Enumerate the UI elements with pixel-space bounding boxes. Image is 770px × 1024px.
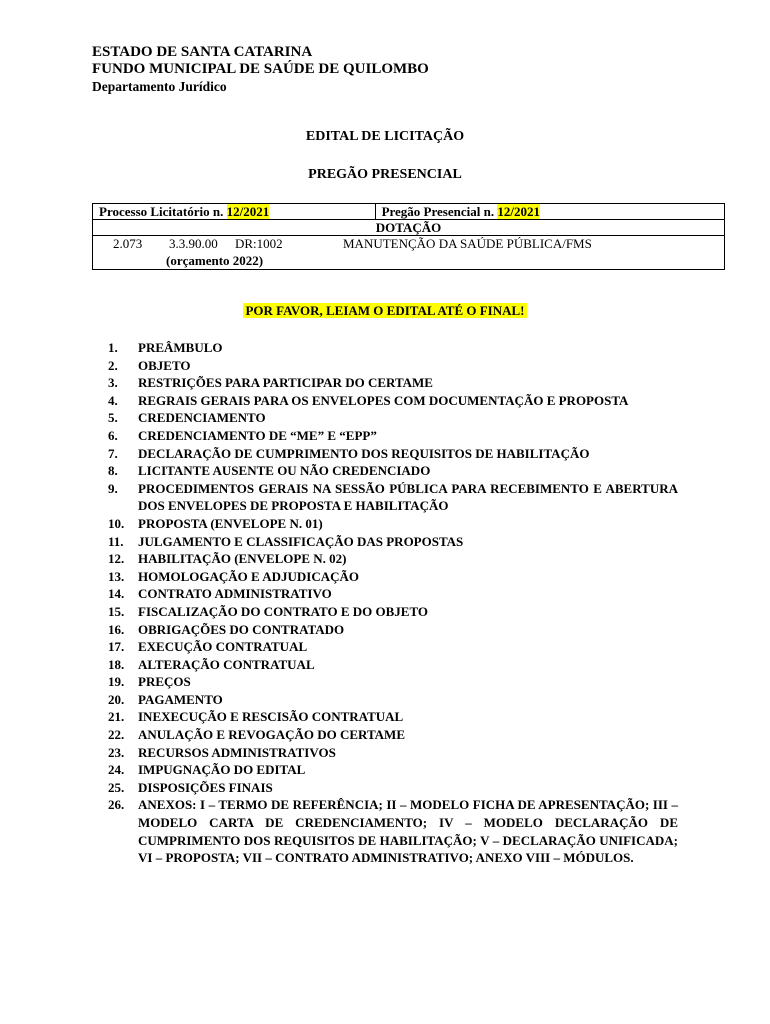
- toc-text: JULGAMENTO E CLASSIFICAÇÃO DAS PROPOSTAS: [138, 533, 464, 549]
- toc-text: ALTERAÇÃO CONTRATUAL: [138, 656, 315, 672]
- toc-text: HOMOLOGAÇÃO E ADJUDICAÇÃO: [138, 568, 360, 584]
- toc-number: 9.: [108, 480, 118, 496]
- toc-text: ANEXOS: I – TERMO DE REFERÊNCIA; II – MODELO FICHA DE APRESENTAÇÃO; III – MODELO CARTA DE CREDENCIAMENTO; IV – MODELO DECLARAÇÃO DE CUMPRIMENTO DOS REQUISITOS DE HABILITAÇÃO; V – DECLARAÇÃO UNIFICADA; VI – PROPOSTA; VII – CONTRATO ADMINISTRATIVO; ANEXO VIII – MÓDULOS.: [138, 797, 678, 866]
- toc-text: RESTRIÇÕES PARA PARTICIPAR DO CERTAME: [138, 375, 433, 391]
- toc-number: 25.: [108, 779, 125, 795]
- toc-number: 2.: [108, 357, 118, 373]
- toc-item: [108, 673, 678, 691]
- toc-number: 14.: [108, 586, 125, 602]
- toc-item: [108, 779, 678, 797]
- toc-number: 18.: [108, 656, 125, 672]
- edital-title: EDITAL DE LICITAÇÃO: [305, 129, 465, 144]
- toc-item: [108, 392, 678, 410]
- document-header: [92, 44, 429, 95]
- toc-number: 7.: [108, 445, 118, 461]
- toc-text: PROCEDIMENTOS GERAIS NA SESSÃO PÚBLICA PARA RECEBIMENTO E ABERTURA DOS ENVELOPES DE PROPOSTA E HABILITAÇÃO: [138, 480, 678, 514]
- toc-text: RECURSOS ADMINISTRATIVOS: [138, 744, 336, 760]
- toc-item: [108, 533, 678, 551]
- toc-item: [108, 656, 678, 674]
- toc-number: 3.: [108, 375, 118, 391]
- toc-text: OBRIGAÇÕES DO CONTRATADO: [138, 621, 345, 637]
- modality-title: PREGÃO PRESENCIAL: [308, 167, 462, 182]
- toc-item: [108, 550, 678, 568]
- toc-item: [108, 462, 678, 480]
- toc-text: CONTRATO ADMINISTRATIVO: [138, 586, 332, 602]
- toc-item: [108, 603, 678, 621]
- toc-item: [108, 796, 678, 866]
- toc-item: [108, 374, 678, 392]
- read-warning-text: POR FAVOR, LEIAM O EDITAL ATÉ O FINAL!: [245, 303, 525, 318]
- toc-item: [108, 708, 678, 726]
- toc-number: 19.: [108, 674, 125, 690]
- pregao-cell: [375, 204, 724, 220]
- toc-item: [108, 744, 678, 762]
- toc-item: [108, 515, 678, 533]
- toc-text: ANULAÇÃO E REVOGAÇÃO DO CERTAME: [138, 727, 405, 743]
- toc-text: OBJETO: [138, 357, 191, 373]
- dotacao-header: DOTAÇÃO: [93, 220, 725, 236]
- department-name: Departamento Jurídico: [92, 79, 227, 94]
- budget-element: 3.3.90.00: [169, 236, 218, 251]
- process-number: 12/2021: [226, 204, 270, 219]
- toc-text: EXECUÇÃO CONTRATUAL: [138, 639, 308, 655]
- toc-number: 17.: [108, 639, 125, 655]
- toc-number: 10.: [108, 515, 125, 531]
- toc-text: CREDENCIAMENTO DE “ME” E “EPP”: [138, 427, 377, 443]
- pregao-number: 12/2021: [497, 204, 540, 219]
- toc-item: [108, 761, 678, 779]
- toc-item: [108, 726, 678, 744]
- toc-text: PREÇOS: [138, 674, 191, 690]
- toc-number: 23.: [108, 744, 125, 760]
- table-of-contents: [108, 339, 678, 867]
- state-name: ESTADO DE SANTA CATARINA: [92, 44, 313, 60]
- toc-number: 24.: [108, 762, 125, 778]
- toc-number: 12.: [108, 551, 125, 567]
- budget-cell: [93, 236, 725, 270]
- budget-description: MANUTENÇÃO DA SAÚDE PÚBLICA/FMS: [343, 236, 592, 251]
- toc-text: FISCALIZAÇÃO DO CONTRATO E DO OBJETO: [138, 603, 429, 619]
- toc-number: 5.: [108, 410, 118, 426]
- budget-source: DR:1002: [235, 236, 283, 251]
- read-warning: [0, 303, 770, 319]
- toc-number: 1.: [108, 340, 118, 355]
- toc-text: DECLARAÇÃO DE CUMPRIMENTO DOS REQUISITOS DE HABILITAÇÃO: [138, 445, 590, 461]
- toc-number: 15.: [108, 603, 125, 619]
- budget-note: (orçamento 2022): [166, 253, 264, 268]
- budget-code: 2.073: [113, 236, 143, 251]
- toc-text: IMPUGNAÇÃO DO EDITAL: [138, 762, 306, 778]
- toc-number: 4.: [108, 392, 118, 408]
- toc-text: LICITANTE AUSENTE OU NÃO CREDENCIADO: [138, 463, 431, 479]
- toc-item: [108, 691, 678, 709]
- toc-text: PAGAMENTO: [138, 691, 223, 707]
- toc-number: 22.: [108, 727, 125, 743]
- toc-item: [108, 568, 678, 586]
- fund-name: FUNDO MUNICIPAL DE SAÚDE DE QUILOMBO: [92, 61, 429, 77]
- toc-text: REGRAIS GERAIS PARA OS ENVELOPES COM DOCUMENTAÇÃO E PROPOSTA: [138, 392, 629, 408]
- toc-text: PREÂMBULO: [138, 340, 223, 355]
- toc-number: 26.: [108, 797, 125, 813]
- toc-number: 11.: [108, 533, 124, 549]
- toc-item: [108, 339, 678, 357]
- toc-item: [108, 357, 678, 375]
- toc-number: 20.: [108, 691, 125, 707]
- toc-number: 8.: [108, 463, 118, 479]
- toc-item: [108, 445, 678, 463]
- toc-number: 16.: [108, 621, 125, 637]
- toc-item: [108, 480, 678, 515]
- toc-number: 13.: [108, 568, 125, 584]
- process-cell: [93, 204, 376, 220]
- pregao-label: Pregão Presencial n.: [381, 204, 495, 219]
- process-label: Processo Licitatório n.: [99, 204, 224, 219]
- toc-text: PROPOSTA (ENVELOPE N. 01): [138, 515, 323, 531]
- toc-item: [108, 409, 678, 427]
- toc-item: [108, 427, 678, 445]
- toc-text: HABILITAÇÃO (ENVELOPE N. 02): [138, 551, 347, 567]
- process-table: [92, 203, 725, 270]
- toc-number: 21.: [108, 709, 125, 725]
- toc-number: 6.: [108, 427, 118, 443]
- toc-item: [108, 621, 678, 639]
- toc-item: [108, 585, 678, 603]
- toc-text: DISPOSIÇÕES FINAIS: [138, 779, 273, 795]
- toc-item: [108, 638, 678, 656]
- toc-text: CREDENCIAMENTO: [138, 410, 266, 426]
- toc-text: INEXECUÇÃO E RESCISÃO CONTRATUAL: [138, 709, 404, 725]
